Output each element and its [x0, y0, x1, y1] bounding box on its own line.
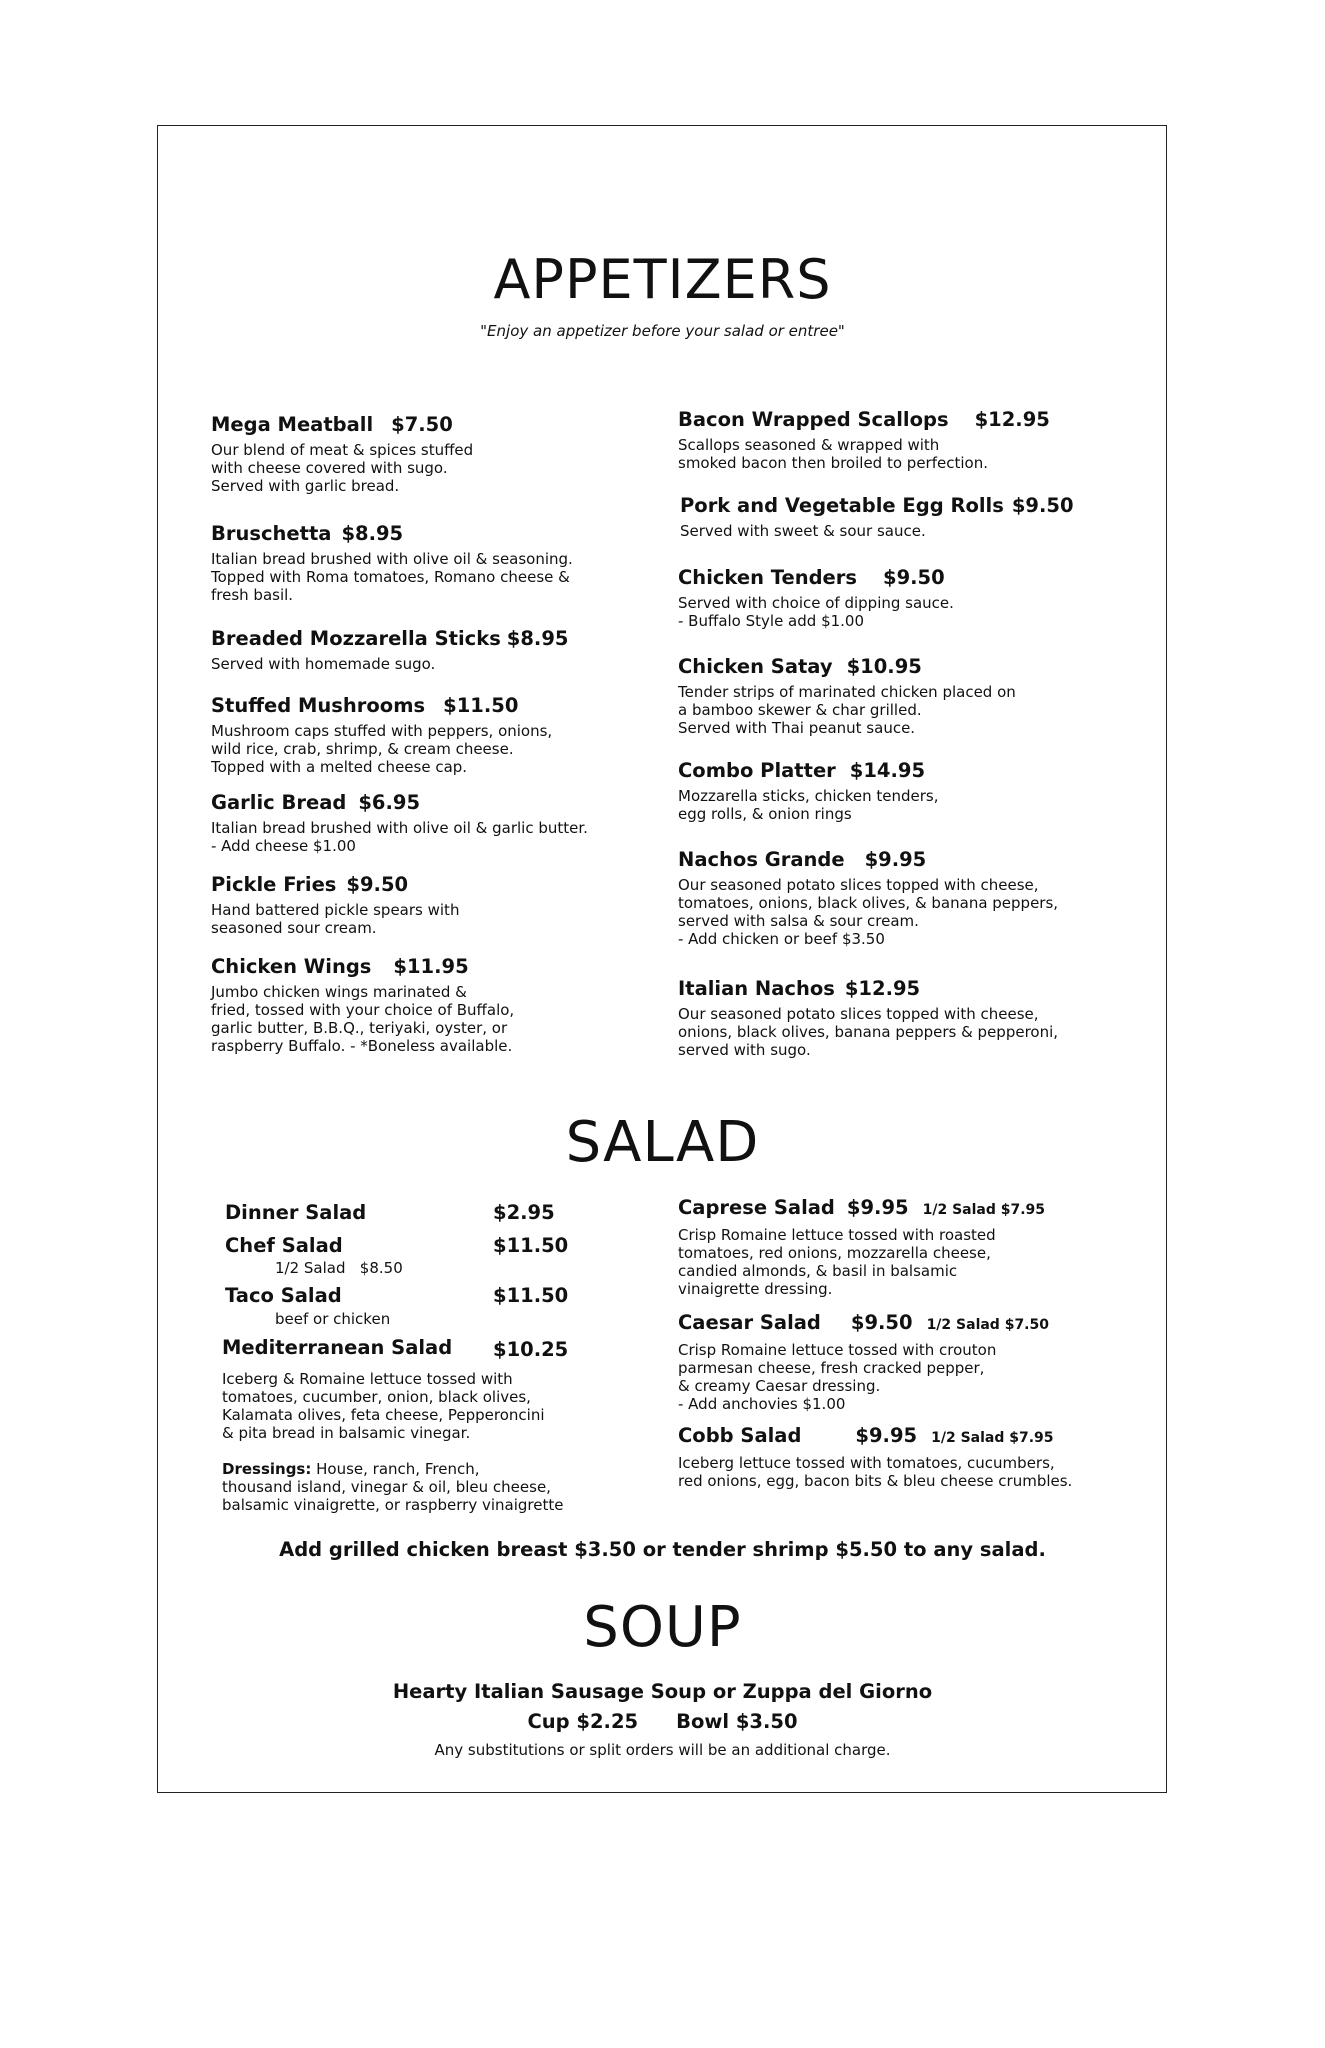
item-description: Italian bread brushed with olive oil & seasoning. Topped with Roma tomatoes, Romano cheese & fresh basil.: [211, 550, 573, 604]
menu-item: [211, 522, 691, 604]
dressings-label: Dressings:: [222, 1460, 312, 1478]
salad-sub: beef or chicken: [275, 1310, 391, 1328]
item-description: Hand battered pickle spears with seasoned sour cream.: [211, 901, 460, 937]
dressings-list: House, ranch, French, thousand island, vinegar & oil, bleu cheese, balsamic vinaigrette, or raspberry vinaigrette: [222, 1460, 564, 1514]
menu-item: [678, 759, 1148, 823]
half-salad-price: 1/2 Salad $7.95: [922, 1202, 1046, 1218]
soup-name: Hearty Italian Sausage Soup or Zuppa del Giorno: [392, 1680, 933, 1703]
item-description: Mozzarella sticks, chicken tenders, egg rolls, & onion rings: [678, 787, 939, 823]
salad-price: $2.95: [493, 1201, 555, 1224]
appetizers-title: APPETIZERS: [493, 248, 832, 311]
item-price: $6.95: [358, 791, 421, 814]
item-name: Chicken Satay: [678, 655, 833, 678]
item-description: Served with sweet & sour sauce.: [680, 522, 926, 540]
item-price: $9.50: [883, 566, 945, 589]
soup-bowl-price: Bowl $3.50: [676, 1710, 798, 1733]
menu-item: [678, 655, 1148, 737]
dressings-block: [222, 1460, 642, 1514]
item-description: Italian bread brushed with olive oil & garlic butter. - Add cheese $1.00: [211, 819, 588, 855]
salad-name: Taco Salad: [225, 1284, 342, 1307]
menu-item: [211, 694, 691, 776]
item-name: Mega Meatball: [211, 413, 374, 436]
item-price: $8.95: [506, 627, 569, 650]
menu-item: [211, 873, 691, 937]
item-name: Chicken Tenders: [678, 566, 858, 589]
item-price: $11.95: [393, 955, 469, 978]
salad-sub: 1/2 Salad $8.50: [275, 1259, 403, 1277]
item-name: Bacon Wrapped Scallops: [678, 408, 949, 431]
item-description: Crisp Romaine lettuce tossed with roasted tomatoes, red onions, mozzarella cheese, candied almonds, & basil in balsamic vinaigrette dressing.: [678, 1226, 996, 1298]
item-price: $12.95: [844, 977, 921, 1000]
item-description: Our seasoned potato slices topped with cheese, tomatoes, onions, black olives, & banana peppers, served with salsa & sour cream. - Add chicken or beef $3.50: [678, 876, 1059, 948]
menu-item: [678, 566, 1148, 630]
item-name: Caesar Salad: [678, 1311, 821, 1334]
item-price: $11.50: [443, 694, 519, 717]
item-price: $8.95: [341, 522, 404, 545]
salad-name: Dinner Salad: [225, 1201, 367, 1224]
item-price: $14.95: [849, 759, 926, 782]
item-description: Jumbo chicken wings marinated & fried, tossed with your choice of Buffalo, garlic butter, B.B.Q., teriyaki, oyster, or raspberry Buffalo. - *Boneless available.: [211, 983, 515, 1055]
item-price: $9.95: [855, 1424, 918, 1447]
item-description: Served with choice of dipping sauce. - Buffalo Style add $1.00: [678, 594, 954, 630]
salad-price: $10.25: [493, 1338, 569, 1361]
menu-item: [678, 848, 1158, 948]
item-description: Iceberg lettuce tossed with tomatoes, cucumbers, red onions, egg, bacon bits & bleu cheese crumbles.: [678, 1454, 1073, 1490]
item-description: Scallops seasoned & wrapped with smoked bacon then broiled to perfection.: [678, 436, 988, 472]
item-price: $9.50: [1011, 494, 1074, 517]
salad-addon: Add grilled chicken breast $3.50 or tender shrimp $5.50 to any salad.: [279, 1538, 1046, 1561]
soup-prices: [0, 1710, 1325, 1733]
item-price: $9.50: [346, 873, 409, 896]
item-name: Italian Nachos: [678, 977, 835, 1000]
item-price: $9.50: [850, 1311, 913, 1334]
menu-item: [678, 408, 1148, 472]
item-description: Tender strips of marinated chicken placed on a bamboo skewer & char grilled. Served with Thai peanut sauce.: [678, 683, 1016, 737]
item-name: Stuffed Mushrooms: [211, 694, 426, 717]
soup-cup-price: Cup $2.25: [527, 1710, 639, 1733]
menu-item: [211, 791, 691, 855]
menu-item: [680, 494, 1150, 540]
item-description: Crisp Romaine lettuce tossed with crouton parmesan cheese, fresh cracked pepper, & creamy Caesar dressing. - Add anchovies $1.00: [678, 1341, 997, 1413]
item-name: Cobb Salad: [678, 1424, 802, 1447]
item-name: Pickle Fries: [211, 873, 337, 896]
appetizers-tagline: "Enjoy an appetizer before your salad or entree": [480, 322, 845, 340]
item-price: $12.95: [974, 408, 1050, 431]
item-price: $9.95: [846, 1196, 909, 1219]
salad-title: SALAD: [565, 1110, 760, 1175]
salad-description: Iceberg & Romaine lettuce tossed with tomatoes, cucumber, onion, black olives, Kalamata olives, feta cheese, Pepperoncini & pita bread in balsamic vinegar.: [222, 1370, 545, 1442]
item-description: Served with homemade sugo.: [211, 655, 436, 673]
half-salad-price: 1/2 Salad $7.50: [926, 1317, 1049, 1333]
item-name: Nachos Grande: [678, 848, 845, 871]
item-name: Caprese Salad: [678, 1196, 835, 1219]
item-name: Combo Platter: [678, 759, 836, 782]
item-name: Pork and Vegetable Egg Rolls: [680, 494, 1004, 517]
menu-item: [678, 977, 1158, 1059]
salad-name: Chef Salad: [225, 1234, 343, 1257]
salad-price: $11.50: [493, 1284, 569, 1307]
item-name: Garlic Bread: [211, 791, 347, 814]
item-description: Our blend of meat & spices stuffed with cheese covered with sugo. Served with garlic bread.: [211, 441, 474, 495]
item-name: Chicken Wings: [211, 955, 372, 978]
substitution-note: Any substitutions or split orders will be an additional charge.: [434, 1741, 891, 1759]
salad-name: Mediterranean Salad: [222, 1336, 453, 1359]
item-description: Mushroom caps stuffed with peppers, onions, wild rice, crab, shrimp, & cream cheese. Topped with a melted cheese cap.: [211, 722, 553, 776]
item-price: $7.50: [391, 413, 453, 436]
menu-item: [678, 1424, 1158, 1490]
item-name: Breaded Mozzarella Sticks: [211, 627, 501, 650]
menu-item: [211, 627, 691, 673]
menu-item: [678, 1311, 1158, 1413]
menu-item: [211, 413, 691, 495]
menu-item: [678, 1196, 1158, 1298]
menu-item: [211, 955, 691, 1055]
item-price: $9.95: [864, 848, 927, 871]
soup-title: SOUP: [583, 1595, 742, 1660]
salad-price: $11.50: [493, 1234, 569, 1257]
item-description: Our seasoned potato slices topped with cheese, onions, black olives, banana peppers & pepperoni, served with sugo.: [678, 1005, 1059, 1059]
half-salad-price: 1/2 Salad $7.95: [931, 1430, 1054, 1446]
item-name: Bruschetta: [211, 522, 332, 545]
item-price: $10.95: [846, 655, 922, 678]
